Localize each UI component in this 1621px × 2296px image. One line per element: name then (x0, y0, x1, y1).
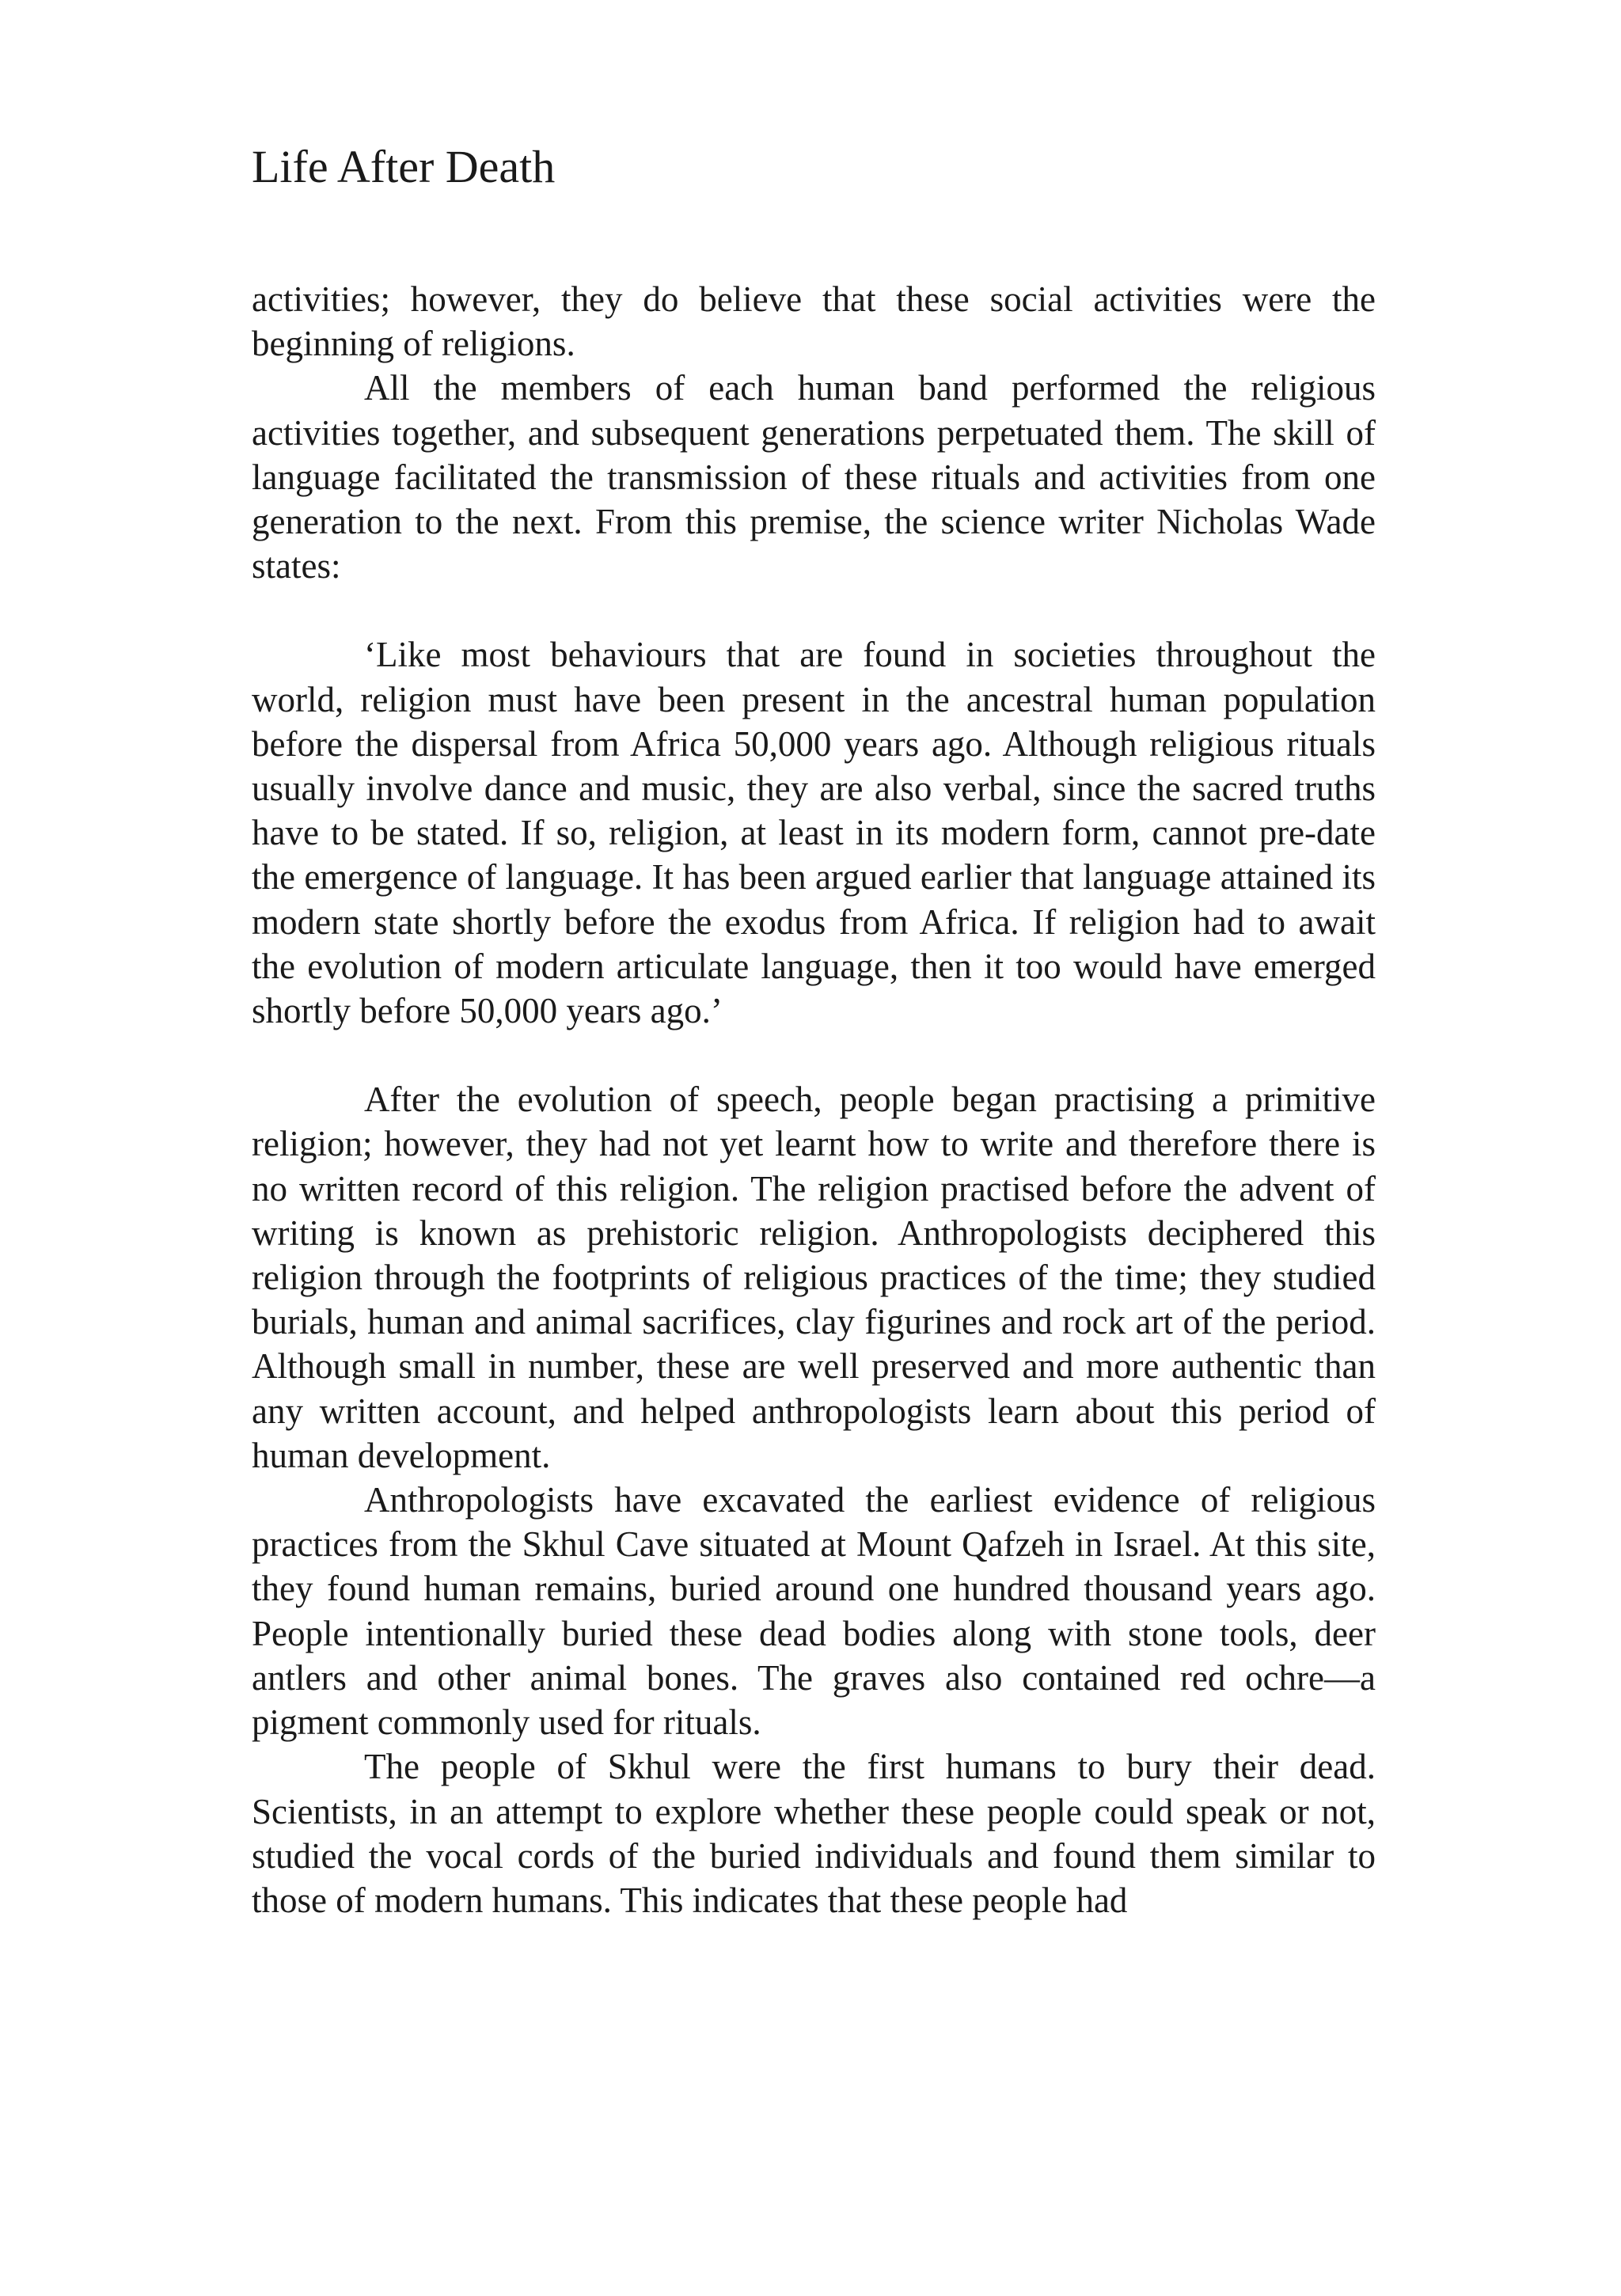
paragraph-prehistoric-religion: After the evolution of speech, people began practising a primitive religion; however, they had not yet learnt how to write and therefore there is no written record of this religion. The religion practised before the advent of writing is known as prehistoric religion. Anthropologists deciphered this religion through the footprints of religious practices of the time; they studied burials, human and animal sacrifices, clay figurines and rock art of the period. Although small in number, these are well preserved and more authentic than any written account, and helped anthropologists learn about this period of human development. (252, 1080, 1376, 1475)
paragraph-band-activities: All the members of each human band performed the religious activities together, and subsequent generations perpetuated them. The skill of language facilitated the transmission of these rituals and activities from one generation to the next. From this premise, the science writer Nicholas Wade states: (252, 368, 1376, 586)
body-text (252, 277, 1376, 1922)
block-quote-wade: ‘Like most behaviours that are found in societies throughout the world, religion must have been present in the ancestral human population before the dispersal from Africa 50,000 years ago. Although religious rituals usually involve dance and music, they are also verbal, since the sacred truths have to be stated. If so, religion, at least in its modern form, cannot pre-date the emergence of language. It has been argued earlier that language attained its modern state shortly before the exodus from Africa. If religion had to await the evolution of modern articulate language, then it too would have emerged shortly before 50,000 years ago.’ (252, 635, 1376, 1031)
paragraph-continuation: activities; however, they do believe that these social activities were the beginning of religions. (252, 279, 1376, 364)
paragraph-skhul-people: The people of Skhul were the first humans to bury their dead. Scientists, in an attempt to explore whether these people could speak or not, studied the vocal cords of the buried individuals and found them similar to those of modern humans. This indicates that these people had (252, 1747, 1376, 1920)
running-header: Life After Death (252, 141, 556, 192)
paragraph-skhul-cave: Anthropologists have excavated the earliest evidence of religious practices from the Skhul Cave situated at Mount Qafzeh in Israel. At this site, they found human remains, buried around one hundred thousand years ago. People intentionally buried these dead bodies along with stone tools, deer antlers and other animal bones. The graves also contained red ochre—a pigment commonly used for rituals. (252, 1480, 1376, 1743)
